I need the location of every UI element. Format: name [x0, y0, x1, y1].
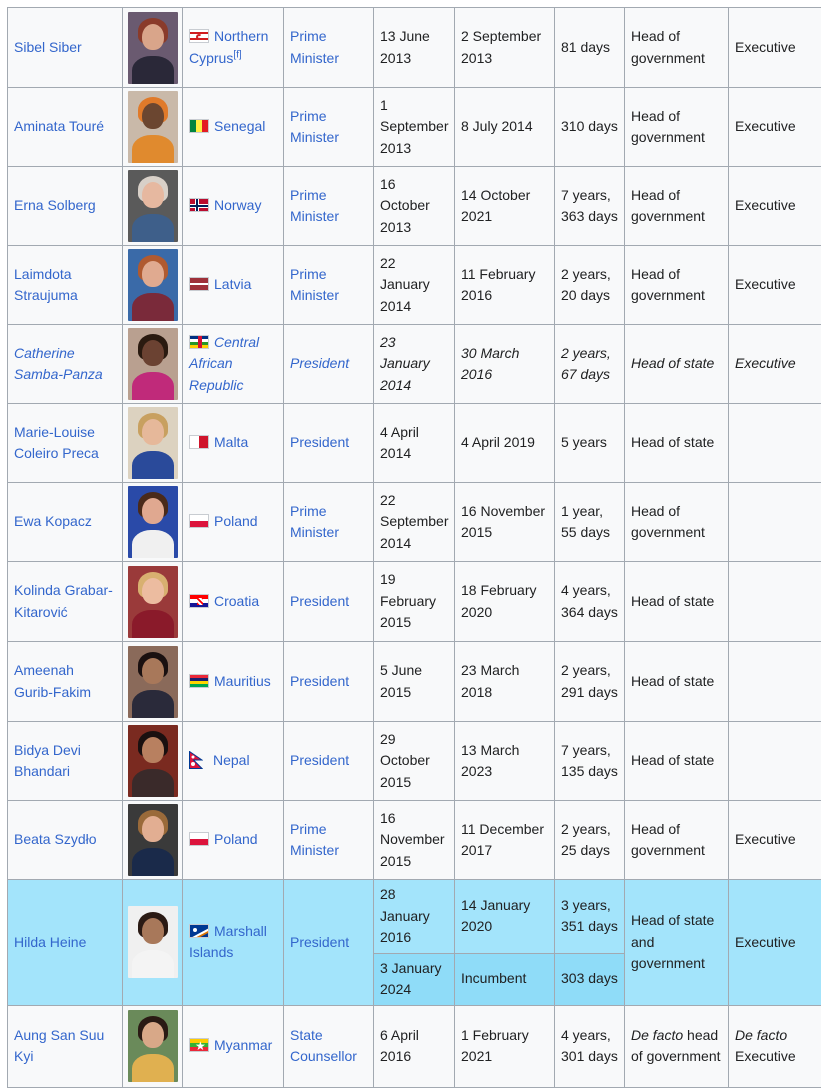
term-end: 4 April 2019 [455, 404, 555, 483]
role: Head of government [625, 246, 729, 325]
role: Head of state [625, 404, 729, 483]
table-row [8, 325, 821, 404]
position-link[interactable]: President [290, 355, 349, 371]
position-link[interactable]: Prime Minister [290, 266, 339, 304]
position-link[interactable]: President [290, 752, 349, 768]
country-link[interactable]: Malta [214, 434, 248, 450]
term-duration: 2 years, 291 days [555, 642, 625, 722]
leader-name-link[interactable]: Laimdota Straujuma [14, 266, 78, 304]
country-link[interactable]: Senegal [214, 118, 265, 134]
term-end: 1 February 2021 [455, 1005, 555, 1087]
table-row [8, 483, 821, 562]
term-start: 1 September 2013 [374, 88, 455, 167]
leader-name-link[interactable]: Hilda Heine [14, 934, 86, 950]
role: Head of state and government [625, 880, 729, 1006]
term-end: 2 September 2013 [455, 8, 555, 88]
powers [729, 404, 821, 483]
table-row [8, 642, 821, 722]
flag-croatia-icon [189, 594, 209, 608]
role: Head of state [625, 642, 729, 722]
table-row [8, 404, 821, 483]
table-row [8, 801, 821, 880]
country-link[interactable]: Myanmar [214, 1037, 272, 1053]
portrait-photo[interactable] [128, 91, 178, 163]
term-start: 22 January 2014 [374, 246, 455, 325]
role: Head of state [625, 325, 729, 404]
flag-myanmar-icon: ★ [189, 1038, 209, 1052]
term-end: 14 January 2020 [455, 880, 555, 954]
term-start: 28 January 2016 [374, 880, 455, 954]
portrait-photo[interactable] [128, 328, 178, 400]
term-end: Incumbent [455, 953, 555, 1005]
country-link[interactable]: Norway [214, 197, 261, 213]
country-link[interactable]: Northern Cyprus [189, 28, 268, 66]
leader-name-link[interactable]: Erna Solberg [14, 197, 96, 213]
powers [729, 1005, 821, 1087]
leader-name-link[interactable]: Kolinda Grabar-Kitarović [14, 582, 113, 620]
country-link[interactable]: Mauritius [214, 673, 271, 689]
term-duration: 5 years [555, 404, 625, 483]
term-end: 18 February 2020 [455, 562, 555, 642]
position-link[interactable]: Prime Minister [290, 821, 339, 859]
role-italic-prefix: De facto [631, 1027, 683, 1043]
flag-norway-icon [189, 198, 209, 212]
leader-name-link[interactable]: Ewa Kopacz [14, 513, 92, 529]
position-link[interactable]: President [290, 934, 349, 950]
position-link[interactable]: State Counsellor [290, 1027, 357, 1065]
portrait-photo[interactable] [128, 906, 178, 978]
flag-mauritius-icon [189, 674, 209, 688]
flag-nepal-icon [189, 751, 203, 769]
term-start: 19 February 2015 [374, 562, 455, 642]
leader-name-link[interactable]: Marie-Louise Coleiro Preca [14, 424, 99, 462]
term-start: 5 June 2015 [374, 642, 455, 722]
portrait-photo[interactable] [128, 646, 178, 718]
powers [729, 642, 821, 722]
portrait-photo[interactable] [128, 249, 178, 321]
officeholders-table [7, 7, 821, 1088]
term-start: 29 October 2015 [374, 722, 455, 801]
table-row [8, 562, 821, 642]
portrait-photo[interactable] [128, 725, 178, 797]
powers [729, 722, 821, 801]
country-link[interactable]: Poland [214, 513, 258, 529]
term-duration: 2 years, 67 days [555, 325, 625, 404]
position-link[interactable]: Prime Minister [290, 28, 339, 66]
term-duration: 3 years, 351 days [555, 880, 625, 954]
role-text: head of government [631, 1027, 721, 1065]
portrait-photo[interactable] [128, 486, 178, 558]
term-end: 23 March 2018 [455, 642, 555, 722]
leader-name-link[interactable]: Aminata Touré [14, 118, 104, 134]
portrait-photo[interactable] [128, 566, 178, 638]
flag-marshall-islands-icon [189, 924, 209, 938]
table-row [8, 167, 821, 246]
country-link[interactable]: Marshall Islands [189, 923, 267, 961]
term-duration: 7 years, 135 days [555, 722, 625, 801]
portrait-photo[interactable] [128, 407, 178, 479]
term-duration: 4 years, 301 days [555, 1005, 625, 1087]
portrait-photo[interactable] [128, 1010, 178, 1082]
country-link[interactable]: Latvia [214, 276, 251, 292]
country-link[interactable]: Central African Republic [189, 334, 259, 393]
table-row [8, 1005, 821, 1087]
role: Head of government [625, 8, 729, 88]
term-start: 22 September 2014 [374, 483, 455, 562]
powers: Executive [729, 88, 821, 167]
term-duration: 2 years, 25 days [555, 801, 625, 880]
footnote-link[interactable]: [f] [233, 49, 241, 60]
term-start: 13 June 2013 [374, 8, 455, 88]
table-row [8, 88, 821, 167]
flag-northern-cyprus-icon [189, 29, 209, 43]
powers-italic-prefix: De facto [735, 1027, 787, 1043]
position-link[interactable]: Prime Minister [290, 108, 339, 146]
term-start: 16 November 2015 [374, 801, 455, 880]
flag-latvia-icon [189, 277, 209, 291]
flag-poland-icon [189, 514, 209, 528]
term-end: 14 October 2021 [455, 167, 555, 246]
leader-name-link[interactable]: Sibel Siber [14, 39, 82, 55]
role: Head of government [625, 483, 729, 562]
term-duration: 4 years, 364 days [555, 562, 625, 642]
leader-name-link[interactable]: Ameenah Gurib-Fakim [14, 662, 91, 700]
table-row [8, 246, 821, 325]
powers: Executive [729, 880, 821, 1006]
portrait-photo[interactable] [128, 12, 178, 84]
position-link[interactable]: President [290, 673, 349, 689]
leader-name-link[interactable]: Beata Szydło [14, 831, 97, 847]
position-link[interactable]: President [290, 593, 349, 609]
term-duration: 310 days [555, 88, 625, 167]
role: Head of government [625, 801, 729, 880]
term-end: 11 February 2016 [455, 246, 555, 325]
table-row [8, 722, 821, 801]
role: Head of government [625, 88, 729, 167]
flag-poland-icon [189, 832, 209, 846]
term-start: 23 January 2014 [374, 325, 455, 404]
country-link[interactable]: Croatia [214, 593, 259, 609]
table-row [8, 8, 821, 88]
term-end: 30 March 2016 [455, 325, 555, 404]
flag-malta-icon [189, 435, 209, 449]
term-duration: 303 days [555, 953, 625, 1005]
role: Head of state [625, 562, 729, 642]
role [625, 1005, 729, 1087]
powers [729, 562, 821, 642]
powers: Executive [729, 8, 821, 88]
role: Head of state [625, 722, 729, 801]
term-end: 8 July 2014 [455, 88, 555, 167]
leader-name-link[interactable]: Bidya Devi Bhandari [14, 742, 81, 780]
term-end: 16 November 2015 [455, 483, 555, 562]
term-start: 3 January 2024 [374, 953, 455, 1005]
powers-text: Executive [735, 1048, 796, 1064]
leader-name-link[interactable]: Catherine Samba-Panza [14, 345, 103, 383]
term-start: 4 April 2014 [374, 404, 455, 483]
position-link[interactable]: Prime Minister [290, 503, 339, 541]
portrait-cell [123, 8, 183, 88]
country-link[interactable]: Poland [214, 831, 258, 847]
term-duration: 81 days [555, 8, 625, 88]
portrait-photo[interactable] [128, 170, 178, 242]
role: Head of government [625, 167, 729, 246]
powers: Executive [729, 167, 821, 246]
term-start: 6 April 2016 [374, 1005, 455, 1087]
powers: Executive [729, 801, 821, 880]
term-duration: 1 year, 55 days [555, 483, 625, 562]
portrait-photo[interactable] [128, 804, 178, 876]
term-duration: 2 years, 20 days [555, 246, 625, 325]
leader-name-link[interactable]: Aung San Suu Kyi [14, 1027, 104, 1065]
powers: Executive [729, 246, 821, 325]
position-link[interactable]: President [290, 434, 349, 450]
powers: Executive [729, 325, 821, 404]
position-link[interactable]: Prime Minister [290, 187, 339, 225]
country-link[interactable]: Nepal [213, 752, 250, 768]
term-end: 13 March 2023 [455, 722, 555, 801]
term-duration: 7 years, 363 days [555, 167, 625, 246]
flag-senegal-icon [189, 119, 209, 133]
flag-central-african-republic-icon [189, 335, 209, 349]
term-end: 11 December 2017 [455, 801, 555, 880]
powers [729, 483, 821, 562]
term-start: 16 October 2013 [374, 167, 455, 246]
table-row-highlighted [8, 880, 821, 954]
